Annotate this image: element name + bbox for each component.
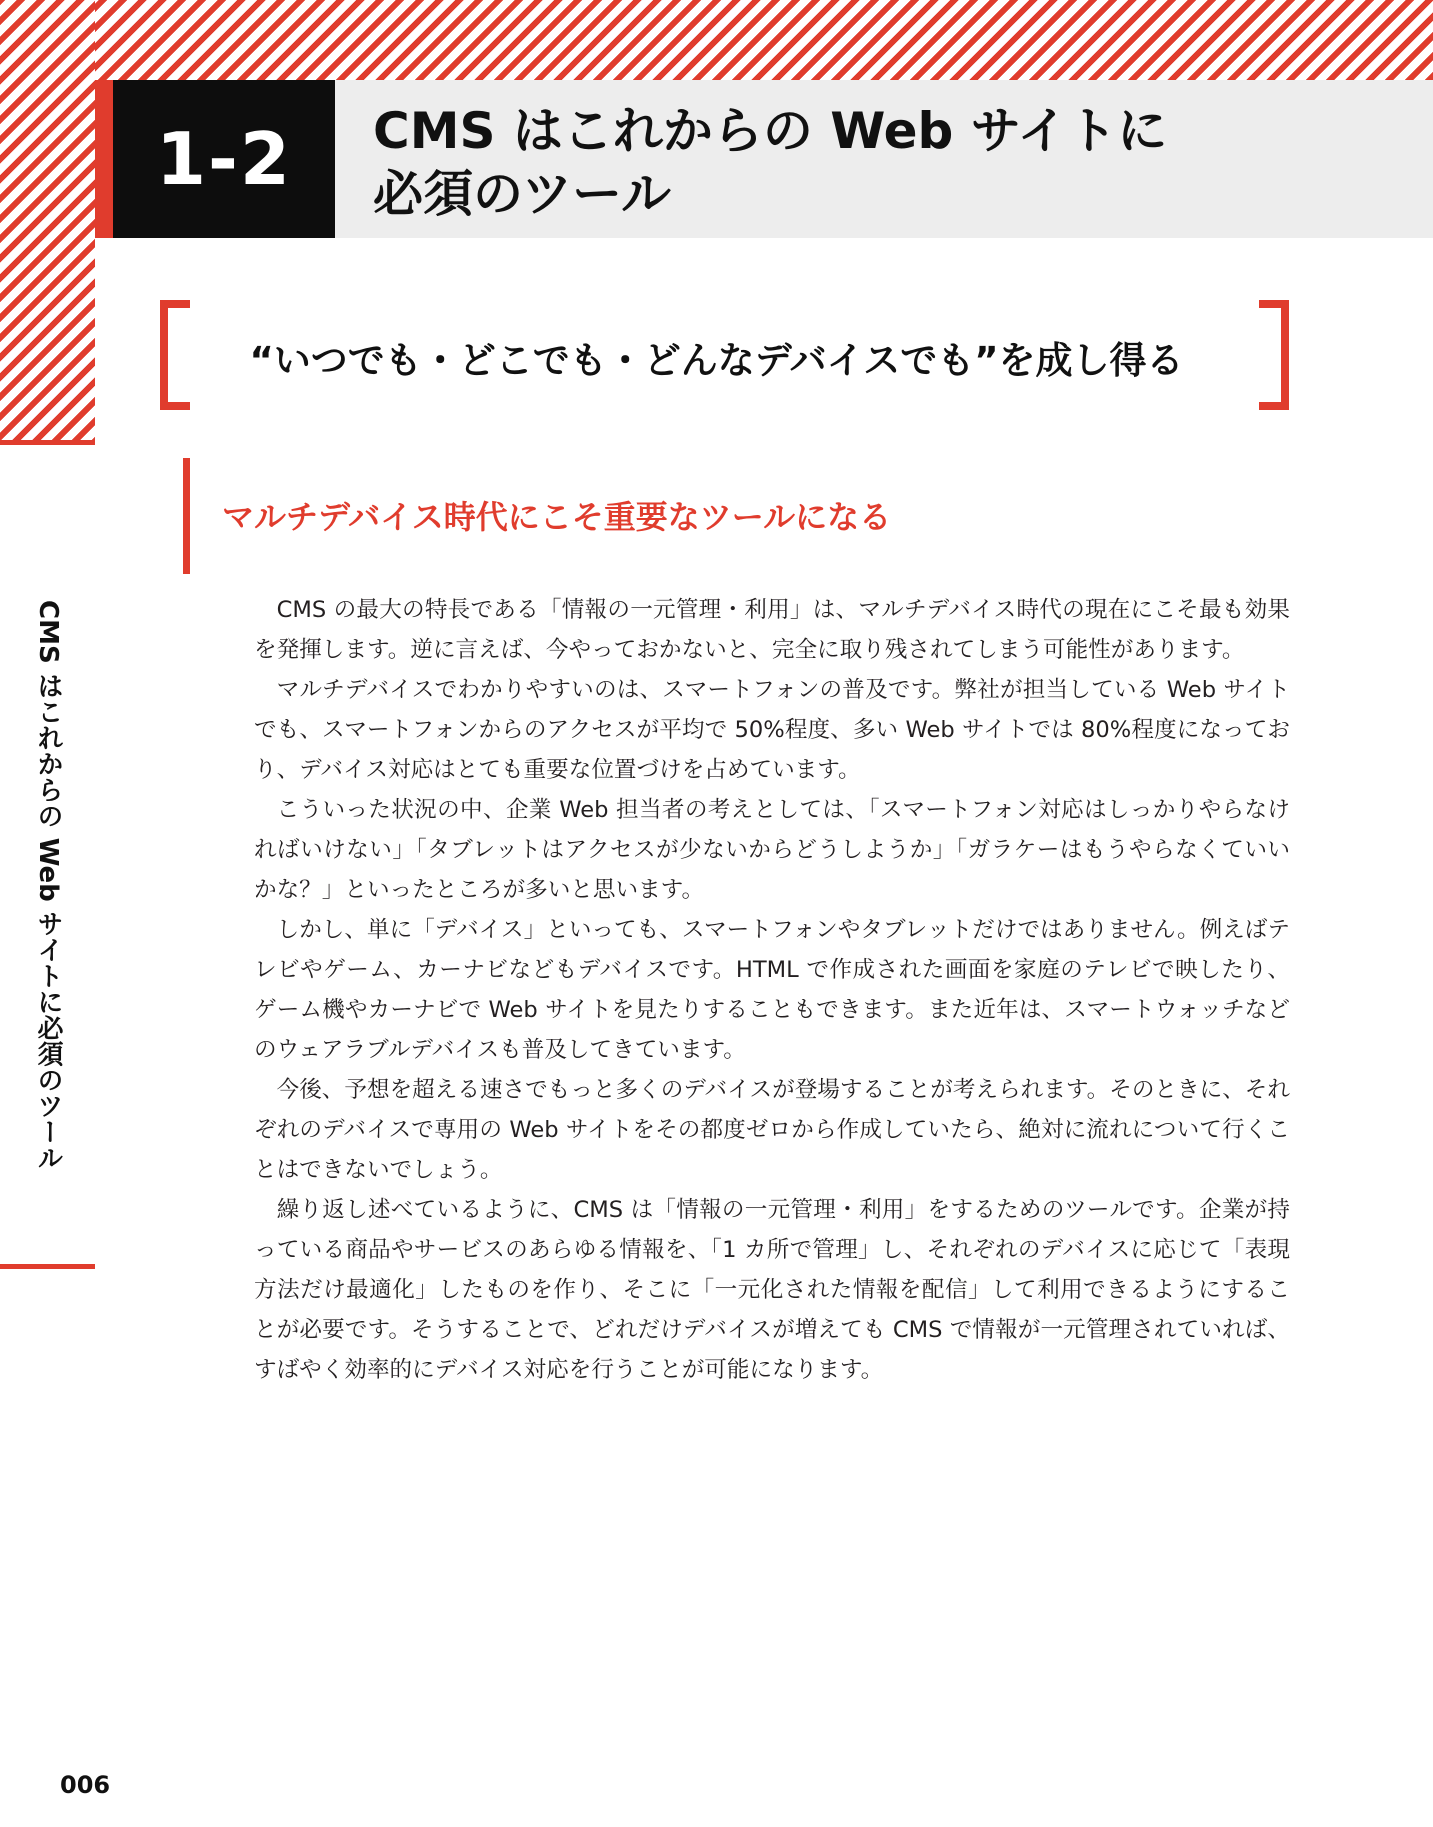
body-paragraph-6: 繰り返し述べているように、CMS は「情報の一元管理・利用」をするためのツールです。企業が持っている商品やサービスのあらゆる情報を、「1 カ所で管理」し、それぞれのデバイスに応じて「表現方法だけ最適化」したものを作り、そこに「一元化された情報を配信」して利用できるようにすることが必要です。そうすることで、どれだけデバイスが増えても CMS で情報が一元管理されていれば、すばやく効率的にデバイス対応を行うことが可能になります。 <box>254 1197 1290 1383</box>
side-rule-top <box>0 440 95 445</box>
lead-title: “いつでも・どこでも・どんなデバイスでも”を成し得る <box>249 339 1184 382</box>
section-number: 1-2 <box>155 117 293 201</box>
subheading-accent-bar <box>183 458 190 574</box>
side-rule-bottom <box>0 1264 95 1269</box>
body-paragraph-2: マルチデバイスでわかりやすいのは、スマートフォンの普及です。弊社が担当している Web サイトでも、スマートフォンからのアクセスが平均で 50%程度、多い Web サイトでは 80%程度になっており、デバイス対応はとても重要な位置づけを占めています。 <box>254 677 1290 783</box>
subsection-heading: マルチデバイス時代にこそ重要なツールになる <box>222 498 892 536</box>
section-title-line-2: 必須のツール <box>373 165 671 223</box>
body-paragraph-1: CMS の最大の特長である「情報の一元管理・利用」は、マルチデバイス時代の現在にこそ最も効果を発揮します。逆に言えば、今やっておかないと、完全に取り残されてしまう可能性があります。 <box>254 597 1290 663</box>
top-stripe-band <box>0 0 1433 80</box>
body-paragraph-4: しかし、単に「デバイス」といっても、スマートフォンやタブレットだけではありません。例えばテレビやゲーム、カーナビなどもデバイスです。HTML で作成された画面を家庭のテレビで映したり、ゲーム機やカーナビで Web サイトを見たりすることもできます。また近年は、スマートウォッチなどのウェアラブルデバイスも普及してきています。 <box>254 917 1290 1063</box>
body-text <box>254 590 1290 1390</box>
page-number: 006 <box>60 1771 111 1799</box>
section-title-line-1: CMS はこれからの Web サイトに <box>373 102 1168 160</box>
body-paragraph-5: 今後、予想を超える速さでもっと多くのデバイスが登場することが考えられます。そのときに、それぞれのデバイスで専用の Web サイトをその都度ゼロから作成していたら、絶対に流れについて行くことはできないでしょう。 <box>254 1077 1290 1183</box>
running-head: CMS はこれからの Web サイトに必須のツール <box>33 600 63 1171</box>
section-title <box>373 100 1167 226</box>
section-number-block <box>113 80 335 238</box>
header-accent-bar <box>95 80 113 238</box>
body-paragraph-3: こういった状況の中、企業 Web 担当者の考えとしては、「スマートフォン対応はしっかりやらなければいけない」「タブレットはアクセスが少ないからどうしようか」「ガラケーはもうやらなくていいかな？」といったところが多いと思います。 <box>254 797 1290 903</box>
section-title-band <box>335 80 1433 238</box>
